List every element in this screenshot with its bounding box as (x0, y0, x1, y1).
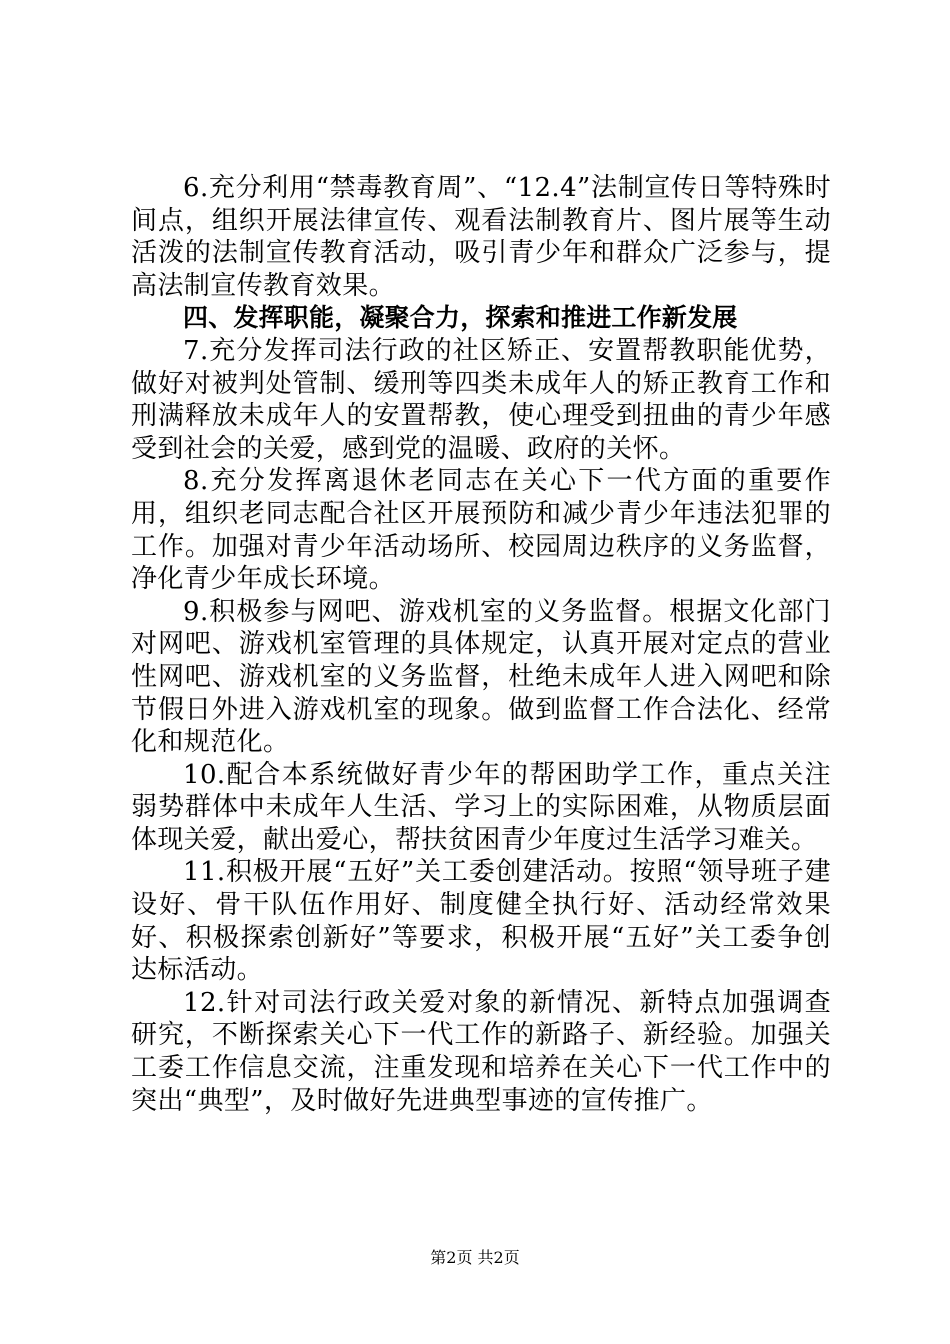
section-heading-4: 四、发挥职能，凝聚合力，探索和推进工作新发展 (183, 303, 738, 333)
paragraph-7: 7.充分发挥司法行政的社区矫正、安置帮教职能优势，做好对被判处管制、缓刑等四类未成年人的矫正教育工作和刑满释放未成年人的安置帮教，使心理受到扭曲的青少年感受到社会的关爱，感到党的温暖、政府的关怀。 (131, 335, 831, 464)
paragraph-11: 11.积极开展“五好”关工委创建活动。按照“领导班子建设好、骨干队伍作用好、制度健全执行好、活动经常效果好、积极探索创新好”等要求，积极开展“五好”关工委争创达标活动。 (131, 857, 831, 986)
document-body (131, 172, 831, 1117)
page-number-footer: 第2页 共2页 (430, 1248, 520, 1267)
paragraph-6: 6.充分利用“禁毒教育周”、“12.4”法制宣传日等特殊时间点，组织开展法律宣传、观看法制教育片、图片展等生动活泼的法制宣传教育活动，吸引青少年和群众广泛参与，提高法制宣传教育效果。 (131, 173, 831, 301)
paragraph-12: 12.针对司法行政关爱对象的新情况、新特点加强调查研究，不断探索关心下一代工作的新路子、新经验。加强关工委工作信息交流，注重发现和培养在关心下一代工作中的突出“典型”，及时做好先进典型事迹的宣传推广。 (131, 987, 831, 1116)
paragraph-8: 8.充分发挥离退休老同志在关心下一代方面的重要作用，组织老同志配合社区开展预防和减少青少年违法犯罪的工作。加强对青少年活动场所、校园周边秩序的义务监督，净化青少年成长环境。 (131, 466, 831, 595)
paragraph-10: 10.配合本系统做好青少年的帮困助学工作，重点关注弱势群体中未成年人生活、学习上的实际困难，从物质层面体现关爱，献出爱心，帮扶贫困青少年度过生活学习难关。 (131, 759, 831, 855)
paragraph-9: 9.积极参与网吧、游戏机室的义务监督。根据文化部门对网吧、游戏机室管理的具体规定，认真开展对定点的营业性网吧、游戏机室的义务监督，杜绝未成年人进入网吧和除节假日外进入游戏机室的现象。做到监督工作合法化、经常化和规范化。 (131, 596, 831, 758)
